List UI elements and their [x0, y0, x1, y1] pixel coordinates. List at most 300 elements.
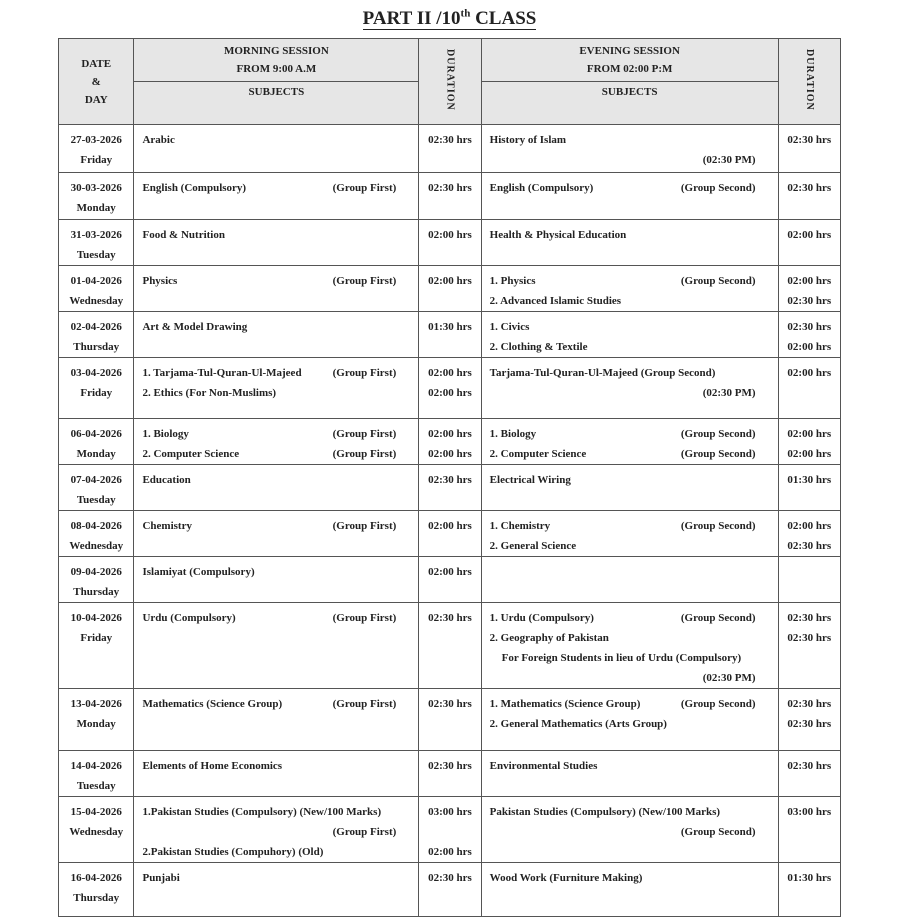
- evening-subjects-cell: [481, 266, 778, 312]
- table-row: [59, 419, 841, 465]
- subject-line: [134, 383, 418, 403]
- exam-date: 02-04-2026: [70, 321, 122, 333]
- date-cell: [59, 125, 134, 173]
- subject-note: (Group Second): [680, 428, 756, 440]
- duration-line: [419, 756, 480, 776]
- duration-line: [419, 271, 480, 291]
- morning-subjects-cell: [134, 266, 419, 312]
- duration-line: [779, 337, 840, 357]
- subject-name: Mathematics (Science Group): [142, 698, 283, 710]
- subject-line: [482, 470, 778, 490]
- table-row: [59, 358, 841, 419]
- subject-name: 1. Chemistry: [489, 520, 551, 532]
- duration-value: 01:30 hrs: [787, 474, 832, 486]
- duration-value: 02:00 hrs: [787, 275, 832, 287]
- morning-duration-cell: [419, 863, 481, 917]
- date-cell: [59, 220, 134, 266]
- exam-date: 14-04-2026: [70, 760, 122, 772]
- evening-subjects-cell: [481, 419, 778, 465]
- evening-duration-cell: [778, 312, 840, 358]
- evening-subjects-cell: [481, 603, 778, 689]
- subject-name: English (Compulsory): [142, 182, 247, 194]
- table-row: [59, 465, 841, 511]
- duration-line: [419, 383, 480, 403]
- date-cell: [59, 312, 134, 358]
- subject-line: [482, 225, 778, 245]
- morning-subjects-cell: [134, 511, 419, 557]
- evening-subjects-cell: [481, 358, 778, 419]
- exam-day: Tuesday: [76, 780, 116, 792]
- evening-subjects-cell: [481, 863, 778, 917]
- subject-line: [482, 317, 778, 337]
- subject-name: Tarjama-Tul-Quran-Ul-Majeed (Group Second): [489, 367, 716, 379]
- duration-line: [779, 868, 840, 888]
- morning-subjects-cell: [134, 557, 419, 603]
- morning-time-label: FROM 9:00 A.M: [236, 63, 317, 75]
- evening-duration-cell: [778, 419, 840, 465]
- subject-line: [134, 225, 418, 245]
- duration-value: 02:30 hrs: [787, 612, 832, 624]
- subject-line: [482, 444, 778, 464]
- subject-name: 1. Mathematics (Science Group): [489, 698, 641, 710]
- subject-line: [134, 562, 418, 582]
- subject-line: [134, 756, 418, 776]
- table-row: [59, 689, 841, 751]
- subject-name: 1. Urdu (Compulsory): [489, 612, 594, 624]
- evening-subjects-label: SUBJECTS: [482, 81, 778, 121]
- duration-line: [419, 363, 480, 383]
- subject-line: [134, 424, 418, 444]
- table-row: [59, 603, 841, 689]
- subject-line: [482, 383, 778, 403]
- morning-subjects-cell: [134, 312, 419, 358]
- subject-note: (Group First): [332, 367, 397, 379]
- duration-line: [419, 868, 480, 888]
- subject-line: [134, 516, 418, 536]
- subject-line: [134, 271, 418, 291]
- subject-line: [134, 802, 418, 822]
- evening-duration-cell: [778, 266, 840, 312]
- subject-line: [482, 822, 778, 842]
- date-cell: [59, 419, 134, 465]
- title-text: PART II /10: [362, 8, 461, 30]
- morning-duration-cell: [419, 751, 481, 797]
- duration-line: [419, 470, 480, 490]
- exam-day: Monday: [76, 718, 116, 730]
- duration-line: [779, 648, 840, 668]
- subject-line: [482, 802, 778, 822]
- exam-day: Wednesday: [69, 540, 124, 552]
- exam-day: Thursday: [73, 892, 120, 904]
- duration-value: 02:00 hrs: [428, 275, 472, 287]
- table-row: [59, 863, 841, 917]
- duration-value: 02:00 hrs: [428, 846, 472, 858]
- subject-note: (02:30 PM): [702, 154, 756, 166]
- subject-note: (Group First): [332, 428, 397, 440]
- morning-subjects-cell: [134, 220, 419, 266]
- duration-value: 02:30 hrs: [787, 540, 832, 552]
- duration-value: 03:00 hrs: [428, 806, 472, 818]
- duration-line: [419, 516, 480, 536]
- subject-note: (Group Second): [680, 698, 756, 710]
- duration-value: 02:00 hrs: [787, 367, 832, 379]
- duration-line: [779, 130, 840, 150]
- duration-value: 02:00 hrs: [787, 341, 832, 353]
- evening-duration-cell: [778, 751, 840, 797]
- duration-value: 02:00 hrs: [787, 428, 832, 440]
- duration-value: 02:30 hrs: [428, 698, 472, 710]
- subject-name: 2. Ethics (For Non-Muslims): [142, 387, 277, 399]
- day-label: DAY: [84, 94, 108, 106]
- duration-line: [779, 150, 840, 170]
- morning-duration-cell: [419, 358, 481, 419]
- subject-line: [482, 694, 778, 714]
- subject-line: [482, 668, 778, 688]
- table-row: [59, 511, 841, 557]
- subject-name: 1. Biology: [489, 428, 537, 440]
- duration-line: [419, 225, 480, 245]
- duration-line: [779, 424, 840, 444]
- subject-line: [134, 842, 418, 862]
- exam-date: 03-04-2026: [70, 367, 122, 379]
- morning-subjects-cell: [134, 358, 419, 419]
- subject-line: [482, 271, 778, 291]
- evening-duration-cell: [778, 557, 840, 603]
- duration-line: [419, 802, 480, 822]
- duration-line: [779, 383, 840, 403]
- duration-value: 02:30 hrs: [428, 872, 472, 884]
- subject-note: (Group First): [332, 448, 397, 460]
- page-title: [0, 8, 899, 30]
- exam-date: 15-04-2026: [70, 806, 122, 818]
- evening-duration-cell: [778, 689, 840, 751]
- subject-name: 2. Geography of Pakistan: [489, 632, 609, 644]
- date-cell: [59, 266, 134, 312]
- evening-subjects-cell: [481, 125, 778, 173]
- duration-value: 02:30 hrs: [787, 718, 832, 730]
- subject-name: 2. General Science: [489, 540, 577, 552]
- duration-value: 02:00 hrs: [428, 566, 472, 578]
- table-row: [59, 312, 841, 358]
- duration-line: [419, 562, 480, 582]
- duration-line: [779, 225, 840, 245]
- duration-line: [779, 756, 840, 776]
- subject-name: 2. General Mathematics (Arts Group): [489, 718, 667, 730]
- subject-line: [134, 822, 418, 842]
- evening-duration-cell: [778, 603, 840, 689]
- subject-name: Islamiyat (Compulsory): [142, 566, 255, 578]
- subject-name: 1. Civics: [489, 321, 530, 333]
- exam-day: Tuesday: [76, 494, 116, 506]
- duration-label: DURATION: [444, 49, 456, 111]
- date-cell: [59, 751, 134, 797]
- subject-line: [482, 291, 778, 311]
- subject-line: [482, 337, 778, 357]
- subject-note: (Group First): [332, 698, 397, 710]
- subject-line: [482, 178, 778, 198]
- exam-day: Friday: [80, 154, 113, 166]
- exam-date: 01-04-2026: [70, 275, 122, 287]
- date-cell: [59, 511, 134, 557]
- subject-name: 2.Pakistan Studies (Compuhory) (Old): [142, 846, 324, 858]
- duration-line: [779, 317, 840, 337]
- subject-line: [482, 536, 778, 556]
- duration-line: [419, 842, 480, 862]
- evening-session-label: EVENING SESSION: [579, 45, 680, 57]
- title-superscript: th: [460, 8, 471, 20]
- duration-line: [779, 628, 840, 648]
- duration-line: [779, 470, 840, 490]
- subject-name: Pakistan Studies (Compulsory) (New/100 Marks): [489, 806, 721, 818]
- subject-line: [482, 130, 778, 150]
- morning-subjects-cell: [134, 603, 419, 689]
- duration-value: 02:30 hrs: [787, 295, 832, 307]
- exam-date: 27-03-2026: [70, 134, 122, 146]
- evening-subjects-cell: [481, 173, 778, 220]
- subject-name: Chemistry: [142, 520, 192, 532]
- subject-name: 2. Computer Science: [489, 448, 587, 460]
- date-day-header: [59, 39, 134, 125]
- subject-name: For Foreign Students in lieu of Urdu (Compulsory): [501, 652, 742, 664]
- duration-line: [419, 822, 480, 842]
- subject-name: English (Compulsory): [489, 182, 594, 194]
- duration-value: 02:30 hrs: [787, 182, 832, 194]
- evening-duration-cell: [778, 358, 840, 419]
- duration-value: 02:30 hrs: [428, 612, 472, 624]
- duration-line: [779, 271, 840, 291]
- duration-value: 02:30 hrs: [787, 134, 832, 146]
- duration-line: [779, 802, 840, 822]
- subject-note: (Group First): [332, 826, 397, 838]
- morning-duration-cell: [419, 603, 481, 689]
- subject-line: [134, 363, 418, 383]
- exam-date: 31-03-2026: [70, 229, 122, 241]
- subject-line: [134, 317, 418, 337]
- subject-note: (Group Second): [680, 182, 756, 194]
- subject-name: Health & Physical Education: [489, 229, 627, 241]
- duration-line: [419, 694, 480, 714]
- exam-day: Wednesday: [69, 295, 124, 307]
- date-cell: [59, 863, 134, 917]
- duration-line: [779, 714, 840, 734]
- morning-subjects-cell: [134, 797, 419, 863]
- date-sheet-table: [58, 38, 841, 917]
- subject-line: [134, 694, 418, 714]
- subject-name: Urdu (Compulsory): [142, 612, 236, 624]
- morning-duration-cell: [419, 419, 481, 465]
- duration-line: [419, 317, 480, 337]
- evening-duration-cell: [778, 465, 840, 511]
- exam-day: Wednesday: [69, 826, 124, 838]
- morning-subjects-cell: [134, 173, 419, 220]
- subject-name: 1. Tarjama-Tul-Quran-Ul-Majeed: [142, 367, 302, 379]
- date-cell: [59, 557, 134, 603]
- evening-subjects-cell: [481, 312, 778, 358]
- duration-line: [779, 536, 840, 556]
- table-row: [59, 266, 841, 312]
- evening-duration-header: [778, 39, 840, 125]
- subject-note: (Group Second): [680, 826, 756, 838]
- subject-line: [134, 444, 418, 464]
- date-cell: [59, 689, 134, 751]
- exam-day: Tuesday: [76, 249, 116, 261]
- morning-duration-header: [419, 39, 481, 125]
- subject-line: [482, 756, 778, 776]
- subject-name: Art & Model Drawing: [142, 321, 248, 333]
- subject-name: Punjabi: [142, 872, 180, 884]
- duration-line: [419, 608, 480, 628]
- duration-line: [779, 178, 840, 198]
- evening-duration-cell: [778, 797, 840, 863]
- subject-name: Electrical Wiring: [489, 474, 571, 486]
- duration-value: 02:30 hrs: [787, 632, 832, 644]
- subject-note: (Group Second): [680, 612, 756, 624]
- duration-value: 02:30 hrs: [787, 760, 832, 772]
- morning-duration-cell: [419, 173, 481, 220]
- duration-line: [779, 516, 840, 536]
- duration-line: [779, 668, 840, 688]
- evening-subjects-cell: [481, 465, 778, 511]
- table-row: [59, 557, 841, 603]
- duration-line: [779, 822, 840, 842]
- subject-note: (Group Second): [680, 448, 756, 460]
- duration-value: 02:30 hrs: [428, 182, 472, 194]
- evening-duration-cell: [778, 125, 840, 173]
- subject-name: Education: [142, 474, 191, 486]
- subject-note: (Group First): [332, 520, 397, 532]
- table-row: [59, 173, 841, 220]
- subject-line: [134, 608, 418, 628]
- date-cell: [59, 173, 134, 220]
- subject-name: 1. Physics: [489, 275, 536, 287]
- subject-line: [482, 424, 778, 444]
- table-row: [59, 125, 841, 173]
- subject-name: 1.Pakistan Studies (Compulsory) (New/100 Marks): [142, 806, 382, 818]
- morning-session-header: [134, 39, 419, 125]
- evening-duration-cell: [778, 220, 840, 266]
- subject-line: [134, 178, 418, 198]
- exam-date: 13-04-2026: [70, 698, 122, 710]
- header-row: [59, 39, 841, 125]
- subject-line: [482, 868, 778, 888]
- duration-line: [779, 608, 840, 628]
- duration-line: [779, 694, 840, 714]
- exam-date: 16-04-2026: [70, 872, 122, 884]
- evening-session-header: [481, 39, 778, 125]
- date-cell: [59, 358, 134, 419]
- morning-duration-cell: [419, 511, 481, 557]
- subject-line: [134, 470, 418, 490]
- duration-value: 02:00 hrs: [428, 428, 472, 440]
- morning-subjects-cell: [134, 419, 419, 465]
- morning-subjects-cell: [134, 465, 419, 511]
- duration-line: [779, 291, 840, 311]
- subject-name: 2. Computer Science: [142, 448, 240, 460]
- exam-day: Friday: [80, 387, 113, 399]
- exam-day: Monday: [76, 202, 116, 214]
- exam-date: 07-04-2026: [70, 474, 122, 486]
- duration-label: DURATION: [803, 49, 815, 111]
- morning-duration-cell: [419, 125, 481, 173]
- subject-name: Environmental Studies: [489, 760, 598, 772]
- duration-line: [779, 444, 840, 464]
- duration-line: [779, 363, 840, 383]
- date-cell: [59, 603, 134, 689]
- duration-value: 02:00 hrs: [428, 229, 472, 241]
- duration-value: 02:30 hrs: [787, 321, 832, 333]
- exam-day: Friday: [80, 632, 113, 644]
- duration-line: [419, 444, 480, 464]
- subject-name: 2. Clothing & Textile: [489, 341, 588, 353]
- date-label: DATE: [81, 58, 112, 70]
- table-row: [59, 797, 841, 863]
- subject-note: (Group Second): [680, 275, 756, 287]
- subject-line: [482, 150, 778, 170]
- subject-note: (02:30 PM): [702, 387, 756, 399]
- subject-line: [482, 648, 778, 668]
- date-cell: [59, 465, 134, 511]
- title-tail: CLASS: [470, 8, 537, 30]
- duration-line: [419, 130, 480, 150]
- evening-subjects-cell: [481, 751, 778, 797]
- subject-line: [482, 363, 778, 383]
- subject-name: Arabic: [142, 134, 175, 146]
- duration-value: 02:00 hrs: [428, 387, 472, 399]
- duration-value: 02:00 hrs: [787, 229, 832, 241]
- duration-value: 01:30 hrs: [428, 321, 472, 333]
- date-cell: [59, 797, 134, 863]
- subject-note: (Group First): [332, 275, 397, 287]
- subject-note: (Group First): [332, 182, 397, 194]
- subject-name: 1. Biology: [142, 428, 189, 440]
- subject-line: [134, 868, 418, 888]
- morning-duration-cell: [419, 797, 481, 863]
- duration-value: 03:00 hrs: [787, 806, 832, 818]
- exam-day: Thursday: [73, 586, 120, 598]
- subject-name: History of Islam: [489, 134, 567, 146]
- exam-date: 06-04-2026: [70, 428, 122, 440]
- table-row: [59, 751, 841, 797]
- evening-duration-cell: [778, 173, 840, 220]
- subject-name: Food & Nutrition: [142, 229, 225, 241]
- subject-name: Elements of Home Economics: [142, 760, 283, 772]
- exam-date: 10-04-2026: [70, 612, 122, 624]
- morning-subjects-cell: [134, 689, 419, 751]
- subject-name: Wood Work (Furniture Making): [489, 872, 643, 884]
- evening-time-label: FROM 02:00 P:M: [586, 63, 673, 75]
- duration-value: 02:00 hrs: [428, 367, 472, 379]
- evening-subjects-cell: [481, 557, 778, 603]
- morning-subjects-label: SUBJECTS: [134, 81, 418, 121]
- duration-line: [419, 178, 480, 198]
- subject-line: [482, 608, 778, 628]
- duration-value: 02:30 hrs: [787, 698, 832, 710]
- morning-duration-cell: [419, 689, 481, 751]
- subject-name: Physics: [142, 275, 178, 287]
- subject-note: (Group Second): [680, 520, 756, 532]
- morning-session-label: MORNING SESSION: [223, 45, 329, 57]
- morning-duration-cell: [419, 220, 481, 266]
- morning-duration-cell: [419, 266, 481, 312]
- morning-duration-cell: [419, 312, 481, 358]
- duration-value: 02:00 hrs: [428, 448, 472, 460]
- schedule-body: [59, 125, 841, 917]
- exam-day: Monday: [76, 448, 116, 460]
- duration-value: 01:30 hrs: [787, 872, 832, 884]
- morning-subjects-cell: [134, 863, 419, 917]
- exam-date: 08-04-2026: [70, 520, 122, 532]
- morning-duration-cell: [419, 557, 481, 603]
